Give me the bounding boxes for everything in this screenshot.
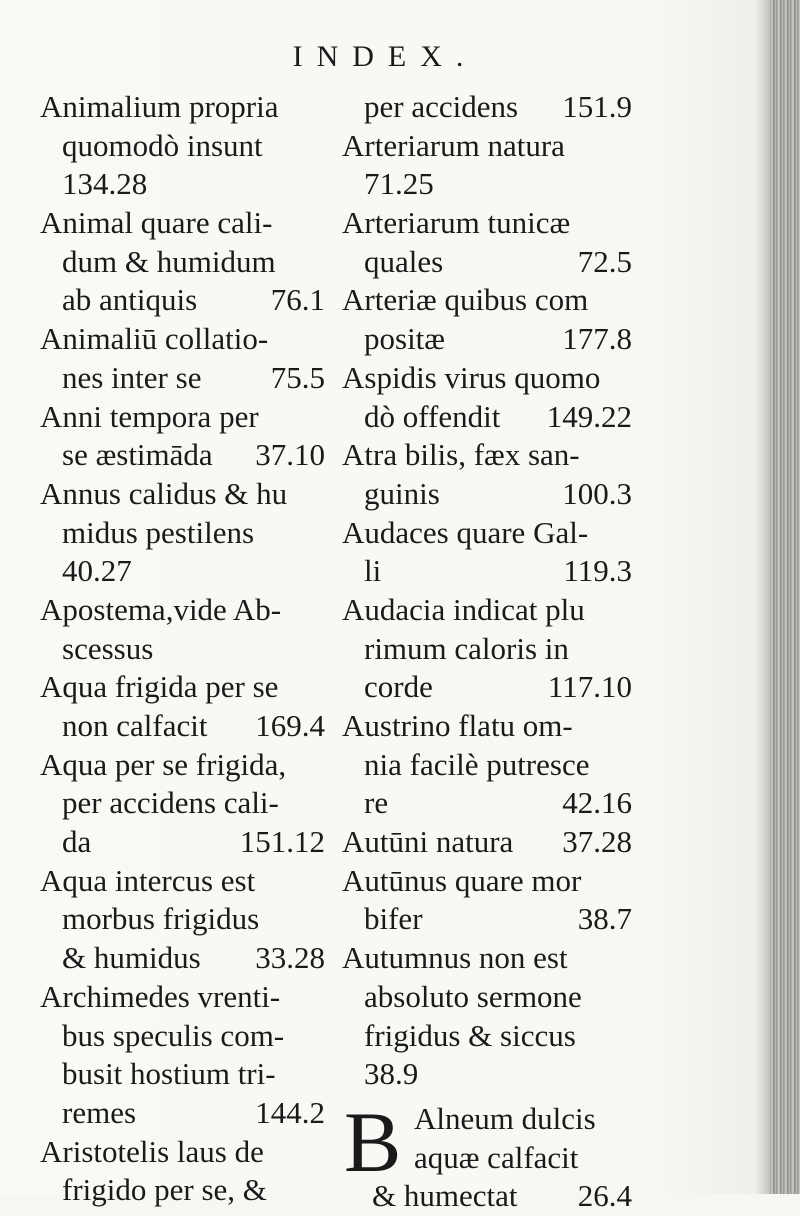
index-entry-line [40,1055,325,1094]
entry-text: per accidens cali- [62,785,279,821]
index-entry-line [40,900,325,939]
entry-text: Atra bilis, fæx san- [342,437,580,473]
index-entry-line [342,1100,632,1139]
page-reference: 169.4 [255,708,325,743]
entry-text: Audacia indicat plu [342,591,585,627]
entry-text: guinis [364,475,440,511]
index-entry-line [40,668,325,707]
page-gutter-shadow [756,0,770,1194]
entry-text: Anni tempora per [40,398,259,434]
entry-text: Audaces quare Gal- [342,514,589,550]
entry-text: Archimedes vrenti- [40,978,281,1014]
entry-text: busit hostium tri- [62,1056,276,1092]
page-reference: 117.10 [547,669,632,705]
page-reference: 26.4 [577,1178,632,1214]
entry-text: 134.28 [62,166,148,202]
index-entry-line [40,630,325,669]
page-reference: 151.12 [239,824,325,860]
entry-text: dum & humidum [62,243,276,279]
entry-text: Aqua per se frigida, [40,746,287,782]
entry-text: rimum caloris in [364,630,569,666]
page-reference: 38.7 [577,901,632,937]
entry-text: Annus calidus & hu [40,475,288,511]
entry-text: Animaliū collatio- [40,321,269,357]
index-entry-line [40,475,325,514]
entry-text: aquæ calfacit [414,1139,579,1175]
page-reference: 100.3 [562,475,632,511]
index-column-left [40,88,325,1210]
index-entry-line [40,939,325,978]
index-entry-line [342,630,632,669]
index-entry-line [342,668,632,707]
entry-text: per accidens [364,89,519,124]
entry-text: absoluto sermone [364,978,582,1014]
entry-text: Arteriæ quibus com [342,282,589,318]
entry-text: non calfacit [62,708,208,743]
entry-text: 40.27 [62,553,132,589]
entry-text: remes [62,1094,137,1130]
entry-text: Arteriarum tunicæ [342,205,571,241]
index-entry-line [342,359,632,398]
entry-text: & humidus [62,940,201,976]
entry-text: Animal quare cali- [40,205,273,241]
entry-text: Autumnus non est [342,940,568,976]
page-reference: 37.28 [562,824,632,860]
index-entry-line [342,1017,632,1056]
index-entry-line [40,204,325,243]
index-entry-line [342,514,632,553]
index-entry-line [342,1139,632,1178]
entry-text: Aqua frigida per se [40,669,279,705]
entry-text: & humectat [372,1178,518,1214]
entry-text: quomodò insunt [62,127,263,163]
entry-text: 38.9 [364,1056,419,1092]
entry-text: dò offendit [364,398,501,434]
index-entry-line [342,165,632,204]
entry-text: 71.25 [364,166,434,202]
entry-text: bifer [364,901,423,937]
index-entry-line [342,900,632,939]
index-entry-line [40,514,325,553]
index-entry-line [40,398,325,437]
entry-text: Alneum dulcis [414,1100,596,1136]
entry-text: Austrino flatu om- [342,708,573,743]
entry-text: corde [364,669,433,705]
index-entry-line [40,127,325,166]
index-entry-line [40,823,325,862]
entry-text: positæ [364,321,445,357]
index-entry-line [342,436,632,475]
index-entry-line [40,1094,325,1133]
index-entry-line [40,359,325,398]
entry-text: da [62,824,92,860]
index-entry-line [40,436,325,475]
index-entry-line [342,1055,632,1094]
index-entry-line [40,707,325,746]
index-entry-line [40,978,325,1017]
entry-text: Aristotelis laus de [40,1133,264,1169]
index-entry-line [40,746,325,785]
index-entry-line [40,1017,325,1056]
index-entry-line [342,398,632,437]
index-entry-line [342,862,632,901]
entry-text: ab antiquis [62,282,198,318]
entry-text: scessus [62,630,154,666]
page-reference: 75.5 [270,359,325,395]
index-entry-line [342,88,632,127]
index-entry-line [342,939,632,978]
index-entry-line [342,243,632,282]
page-reference: 76.1 [270,282,325,318]
drop-cap-letter: B [344,1093,402,1190]
index-entry-line [40,243,325,282]
index-entry-line [40,88,325,127]
entry-text: Animalium propria [40,89,279,124]
index-entry-line [342,204,632,243]
entry-text: frigido per se, & [62,1172,267,1208]
index-entry-line [342,591,632,630]
page-reference: 42.16 [562,785,632,821]
entry-text: Autūni natura [342,824,514,860]
page-reference: 33.28 [255,940,325,976]
index-entry-line [40,862,325,901]
entry-text: midus pestilens [62,514,255,550]
entry-text: Arteriarum natura [342,127,565,163]
index-entry-line [40,591,325,630]
entry-text: Aqua intercus est [40,862,256,898]
entry-text: frigidus & siccus [364,1017,576,1053]
index-entry-line [40,1171,325,1210]
page-reference: 151.9 [562,89,632,124]
entry-text: li [364,553,382,589]
index-entry-line [342,281,632,320]
page-header: INDEX. [292,40,478,73]
page-reference: 149.22 [546,398,632,434]
index-entry-line [40,552,325,591]
entry-text: bus speculis com- [62,1017,285,1053]
index-entry-line [40,320,325,359]
index-entry-line [40,1133,325,1172]
index-entry-line [342,823,632,862]
page-reference: 177.8 [562,321,632,357]
page-reference: 119.3 [563,553,632,589]
index-entry-line [342,127,632,166]
entry-text: morbus frigidus [62,901,260,937]
section-b [342,1093,632,1216]
entry-text: Aspidis virus quomo [342,359,601,395]
entry-text: quales [364,243,444,279]
index-entry-line [40,281,325,320]
index-entry-line [40,784,325,823]
page-reference: 72.5 [577,243,632,279]
page-reference: 144.2 [255,1094,325,1130]
entry-text: Autūnus quare mor [342,862,582,898]
entry-text: nes inter se [62,359,202,395]
page-reference: 37.10 [255,437,325,473]
index-entry-line [342,746,632,785]
page-edges [770,0,800,1194]
entry-text: se æstimāda [62,437,213,473]
index-entry-line [342,475,632,514]
entry-text: Apostema,vide Ab- [40,591,282,627]
index-entry-line [342,707,632,746]
index-entry-line [40,165,325,204]
index-column-right [342,88,632,1216]
entry-text: nia facilè putresce [364,746,590,782]
index-entry-line [342,784,632,823]
index-entry-line [342,552,632,591]
entry-text: re [364,785,389,821]
index-entry-line [342,978,632,1017]
index-entry-line [342,320,632,359]
index-entry-line [342,1177,632,1216]
